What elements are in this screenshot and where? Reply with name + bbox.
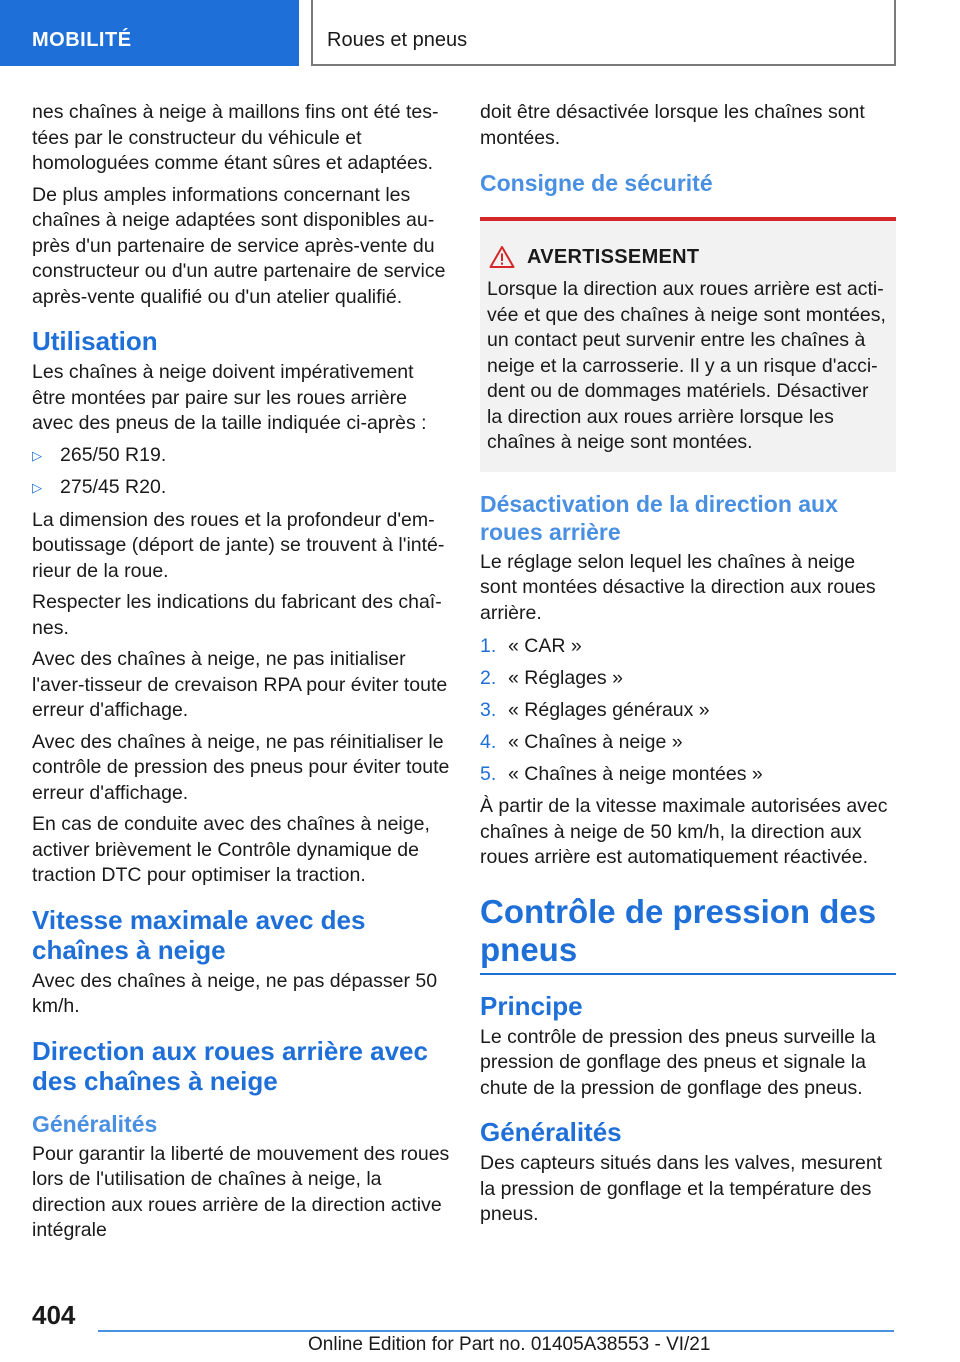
paragraph: Avec des chaînes à neige, ne pas réinitialiser le contrôle de pression des pneus pour éviter toute erreur d'affichage. [32,730,450,804]
triangle-bullet-icon: ▷ [32,480,42,495]
paragraph: Des capteurs situés dans les valves, mesurent la pression de gonflage et la température des pneus. [480,1152,883,1225]
warning-text: Lorsque la direction aux roues arrière est acti-vée et que des chaînes à neige sont montées, un contact peut survenir entre les chaînes à neige et la carrosserie. Il y a un risque d'acci-dent ou de dommages matériels. Désactiver la direction aux roues arrière lorsque les chaînes à neige sont montées. [487,278,886,453]
paragraph: Le contrôle de pression des pneus surveille la pression de gonflage des pneus et signale la chute de la pression de gonflage des pneus. [480,1025,876,1099]
right-column [480,100,896,1234]
warning-triangle-icon [489,245,515,269]
list-item: ▷ 265/50 R19. [32,443,450,469]
paragraph: Pour garantir la liberté de mouvement des roues lors de l'utilisation de chaînes à neige, la direction aux roues arrière de la direction active intégrale [32,1142,450,1241]
list-item: 2. « Réglages » [480,667,623,689]
paragraph: La dimension des roues et la profondeur d'em-boutissage (déport de jante) se trouvent à l'inté-rieur de la roue. [32,508,445,582]
subheading-desactivation: Désactivation de la direction aux roues arrière [480,490,838,545]
subheading-consigne: Consigne de sécurité [480,170,713,196]
edition-text: Online Edition for Part no. 01405A38553 - VI/21 [308,1334,711,1355]
paragraph: doit être désactivée lorsque les chaînes sont montées. [480,101,865,149]
list-item: ▷ 275/45 R20. [32,475,450,501]
left-column [32,100,450,1250]
paragraph: nes chaînes à neige à maillons fins ont été tes-tées par le constructeur du véhicule et homologuées comme étant sûres et adaptées. [32,101,439,174]
menu-steps-list [480,634,896,788]
heading-controle-pression: Contrôle de pression des pneus [480,892,877,968]
heading-direction: Direction aux roues arrière avec des chaînes à neige [32,1035,428,1096]
paragraph: En cas de conduite avec des chaînes à neige, activer brièvement le Contrôle dynamique de traction DTC pour optimiser la traction. [32,813,430,886]
page-header [0,0,960,66]
tire-size-list [32,443,450,501]
warning-box [480,217,896,472]
paragraph: À partir de la vitesse maximale autorisées avec chaînes à neige de 50 km/h, la direction aux roues arrière est automatiquement réactivée. [480,795,888,868]
heading-vitesse: Vitesse maximale avec des chaînes à neige [32,904,366,965]
paragraph: Le réglage selon lequel les chaînes à neige sont montées désactive la direction aux roues arrière. [480,550,876,624]
triangle-bullet-icon: ▷ [32,447,42,463]
footer-divider [98,1330,894,1332]
subheading-generalites: Généralités [32,1110,158,1137]
chapter-title: Roues et pneus [311,0,896,66]
heading-generalites: Généralités [480,1117,622,1147]
heading-principe: Principe [480,990,583,1021]
list-item: 4. « Chaînes à neige » [480,731,683,753]
page-number: 404 [32,1300,76,1330]
section-tab: MOBILITÉ [0,0,299,66]
paragraph: Avec des chaînes à neige, ne pas initialiser l'aver-tisseur de crevaison RPA pour éviter toute erreur d'affichage. [32,648,448,721]
heading-utilisation: Utilisation [32,326,158,356]
list-item: 1. « CAR » [480,635,582,657]
paragraph: Les chaînes à neige doivent impérativement être montées par paire sur les roues arrière avec des pneus de la taille indiquée ci-après : [32,361,427,434]
paragraph: De plus amples informations concernant les chaînes à neige adaptées sont disponibles au-près d'un partenaire de service après-vente du constructeur ou d'un autre partenaire de service après-vente qualifié ou d'un atelier qualifié. [32,183,446,308]
paragraph: Respecter les indications du fabricant des chaî-nes. [32,591,442,639]
heading-divider [480,973,896,975]
warning-title: AVERTISSEMENT [527,245,700,268]
list-item: 3. « Réglages généraux » [480,699,710,721]
list-item: 5. « Chaînes à neige montées » [480,763,763,785]
paragraph: Avec des chaînes à neige, ne pas dépasser 50 km/h. [32,969,438,1017]
